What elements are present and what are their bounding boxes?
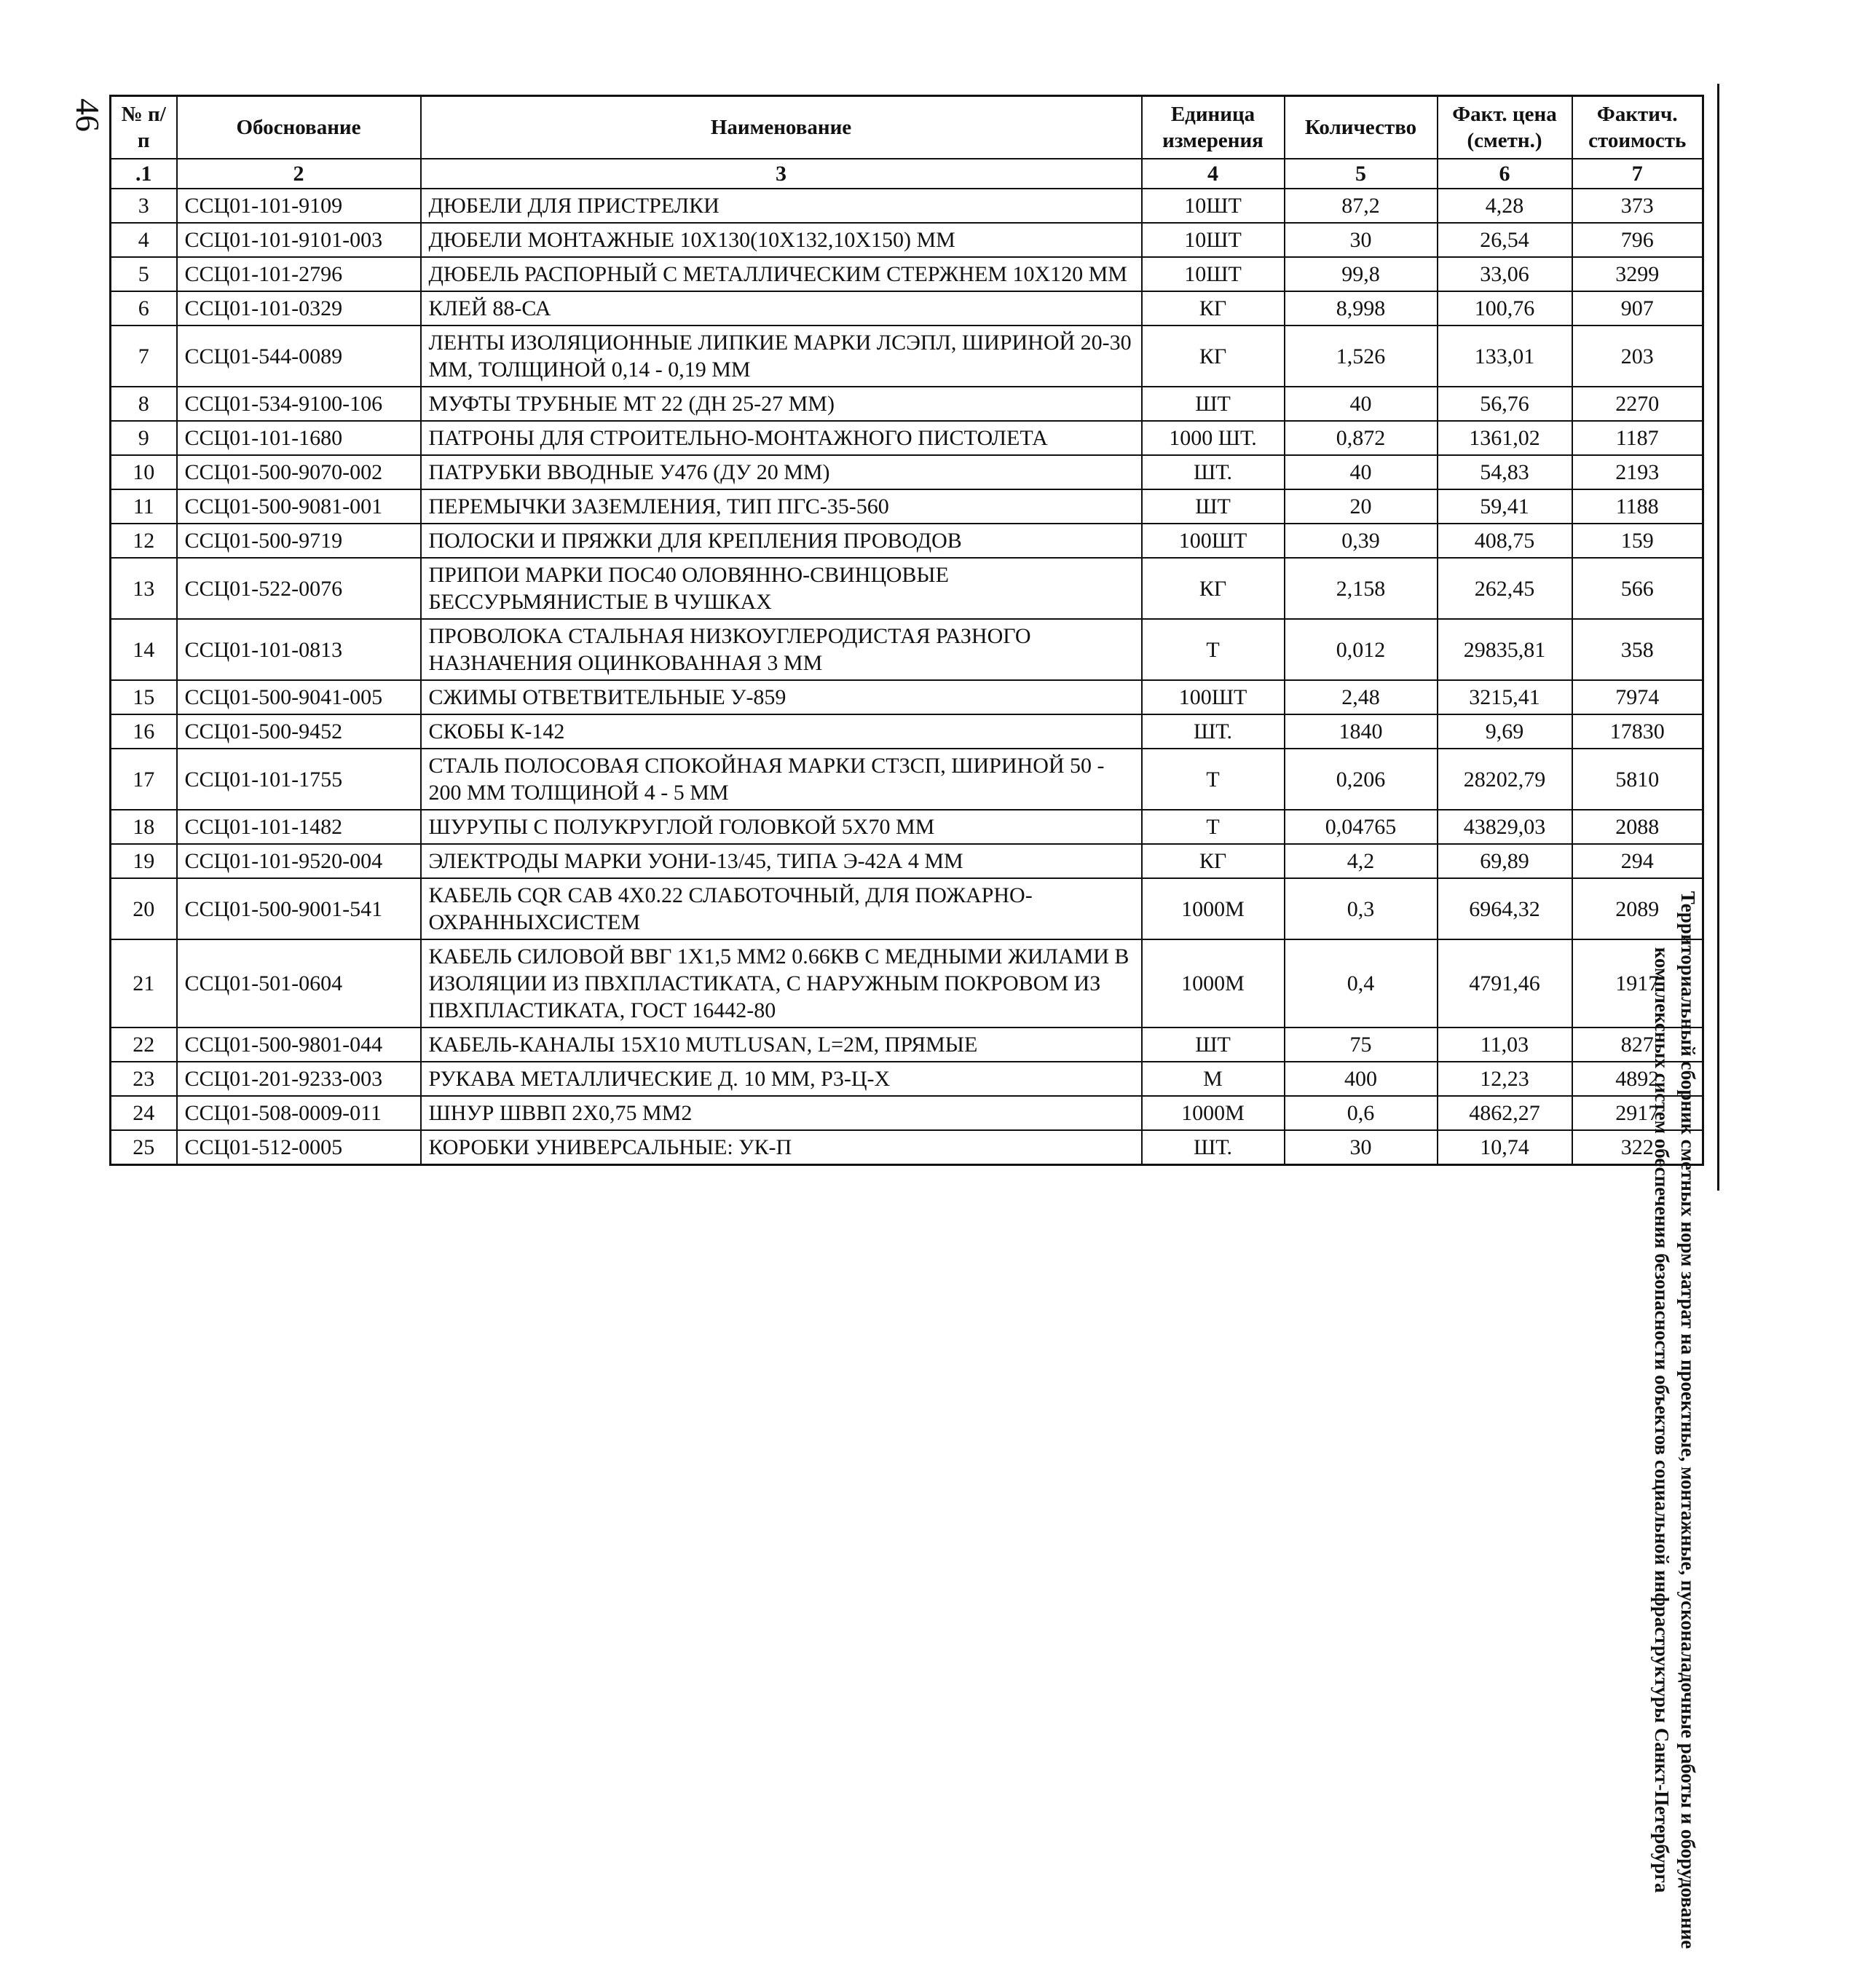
row-qty: 75: [1285, 1027, 1438, 1062]
row-price: 133,01: [1438, 326, 1572, 387]
row-unit: Т: [1142, 810, 1285, 844]
row-name: ПРОВОЛОКА СТАЛЬНАЯ НИЗКОУГЛЕРОДИСТАЯ РАЗНОГО НАЗНАЧЕНИЯ ОЦИНКОВАННАЯ 3 ММ: [421, 619, 1142, 680]
row-name: ДЮБЕЛИ ДЛЯ ПРИСТРЕЛКИ: [421, 189, 1142, 223]
row-number: 14: [111, 619, 177, 680]
row-price: 54,83: [1438, 455, 1572, 489]
row-cost: 2088: [1572, 810, 1703, 844]
row-number: 18: [111, 810, 177, 844]
table-row: [111, 1062, 1703, 1096]
row-number: 7: [111, 326, 177, 387]
header-basis: Обоснование: [177, 96, 421, 159]
col-number: 3: [421, 159, 1142, 189]
row-name: СКОБЫ К-142: [421, 714, 1142, 749]
row-cost: 5810: [1572, 749, 1703, 810]
header-name: Наименование: [421, 96, 1142, 159]
row-number: 11: [111, 489, 177, 524]
row-qty: 400: [1285, 1062, 1438, 1096]
row-unit: ШТ.: [1142, 455, 1285, 489]
header-num: № п/п: [111, 96, 177, 159]
table-row: [111, 524, 1703, 558]
row-unit: 1000М: [1142, 878, 1285, 939]
row-name: ПАТРОНЫ ДЛЯ СТРОИТЕЛЬНО-МОНТАЖНОГО ПИСТОЛЕТА: [421, 421, 1142, 455]
row-number: 8: [111, 387, 177, 421]
col-number: 4: [1142, 159, 1285, 189]
row-number: 13: [111, 558, 177, 619]
table-row: [111, 257, 1703, 291]
row-unit: М: [1142, 1062, 1285, 1096]
row-cost: 322: [1572, 1130, 1703, 1165]
header-qty: Количество: [1285, 96, 1438, 159]
row-unit: 100ШТ: [1142, 680, 1285, 714]
row-price: 56,76: [1438, 387, 1572, 421]
row-name: КЛЕЙ 88-СА: [421, 291, 1142, 326]
row-unit: 10ШТ: [1142, 257, 1285, 291]
row-number: 17: [111, 749, 177, 810]
row-qty: 0,39: [1285, 524, 1438, 558]
row-number: 4: [111, 223, 177, 257]
col-number: 7: [1572, 159, 1703, 189]
row-unit: ШТ: [1142, 1027, 1285, 1062]
table-row: [111, 223, 1703, 257]
row-unit: ШТ.: [1142, 1130, 1285, 1165]
row-name: СЖИМЫ ОТВЕТВИТЕЛЬНЫЕ У-859: [421, 680, 1142, 714]
row-cost: 907: [1572, 291, 1703, 326]
row-cost: 2270: [1572, 387, 1703, 421]
row-basis: ССЦ01-101-1482: [177, 810, 421, 844]
row-price: 43829,03: [1438, 810, 1572, 844]
row-qty: 1,526: [1285, 326, 1438, 387]
row-cost: 566: [1572, 558, 1703, 619]
table-row: [111, 1130, 1703, 1165]
row-unit: КГ: [1142, 558, 1285, 619]
row-qty: 99,8: [1285, 257, 1438, 291]
row-name: ДЮБЕЛЬ РАСПОРНЫЙ С МЕТАЛЛИЧЕСКИМ СТЕРЖНЕМ 10Х120 ММ: [421, 257, 1142, 291]
row-qty: 2,48: [1285, 680, 1438, 714]
row-price: 408,75: [1438, 524, 1572, 558]
row-price: 26,54: [1438, 223, 1572, 257]
row-number: 10: [111, 455, 177, 489]
row-price: 262,45: [1438, 558, 1572, 619]
row-qty: 30: [1285, 223, 1438, 257]
col-number: 2: [177, 159, 421, 189]
row-price: 9,69: [1438, 714, 1572, 749]
row-cost: 203: [1572, 326, 1703, 387]
row-price: 29835,81: [1438, 619, 1572, 680]
row-unit: КГ: [1142, 291, 1285, 326]
row-name: КАБЕЛЬ-КАНАЛЫ 15Х10 MUTLUSAN, L=2M, ПРЯМЫЕ: [421, 1027, 1142, 1062]
row-basis: ССЦ01-500-9070-002: [177, 455, 421, 489]
row-qty: 0,206: [1285, 749, 1438, 810]
row-basis: ССЦ01-534-9100-106: [177, 387, 421, 421]
row-cost: 1187: [1572, 421, 1703, 455]
row-basis: ССЦ01-101-9109: [177, 189, 421, 223]
table-header-row: [111, 96, 1703, 159]
row-qty: 0,04765: [1285, 810, 1438, 844]
row-qty: 0,012: [1285, 619, 1438, 680]
row-qty: 1840: [1285, 714, 1438, 749]
row-cost: 1188: [1572, 489, 1703, 524]
table-row: [111, 326, 1703, 387]
row-cost: 827: [1572, 1027, 1703, 1062]
row-name: КОРОБКИ УНИВЕРСАЛЬНЫЕ: УК-П: [421, 1130, 1142, 1165]
row-qty: 8,998: [1285, 291, 1438, 326]
row-basis: ССЦ01-500-9452: [177, 714, 421, 749]
row-number: 23: [111, 1062, 177, 1096]
row-basis: ССЦ01-101-1680: [177, 421, 421, 455]
row-unit: Т: [1142, 619, 1285, 680]
row-price: 100,76: [1438, 291, 1572, 326]
row-qty: 4,2: [1285, 844, 1438, 878]
row-name: ПАТРУБКИ ВВОДНЫЕ У476 (ДУ 20 ММ): [421, 455, 1142, 489]
row-number: 5: [111, 257, 177, 291]
col-number: .1: [111, 159, 177, 189]
row-basis: ССЦ01-500-9801-044: [177, 1027, 421, 1062]
row-qty: 30: [1285, 1130, 1438, 1165]
row-price: 6964,32: [1438, 878, 1572, 939]
table-row: [111, 489, 1703, 524]
row-unit: 100ШТ: [1142, 524, 1285, 558]
row-number: 25: [111, 1130, 177, 1165]
row-qty: 0,3: [1285, 878, 1438, 939]
header-rule: [1717, 84, 1719, 1191]
row-price: 11,03: [1438, 1027, 1572, 1062]
row-name: ЛЕНТЫ ИЗОЛЯЦИОННЫЕ ЛИПКИЕ МАРКИ ЛСЭПЛ, ШИРИНОЙ 20-30 ММ, ТОЛЩИНОЙ 0,14 - 0,19 ММ: [421, 326, 1142, 387]
row-cost: 2089: [1572, 878, 1703, 939]
row-price: 59,41: [1438, 489, 1572, 524]
row-name: КАБЕЛЬ CQR CAB 4X0.22 СЛАБОТОЧНЫЙ, ДЛЯ ПОЖАРНО-ОХРАННЫХСИСТЕМ: [421, 878, 1142, 939]
row-cost: 17830: [1572, 714, 1703, 749]
row-name: ДЮБЕЛИ МОНТАЖНЫЕ 10Х130(10Х132,10Х150) ММ: [421, 223, 1142, 257]
page-number: 46: [69, 98, 106, 132]
row-qty: 87,2: [1285, 189, 1438, 223]
row-basis: ССЦ01-500-9001-541: [177, 878, 421, 939]
row-unit: 10ШТ: [1142, 189, 1285, 223]
header-cost: Фактич. стоимость: [1572, 96, 1703, 159]
row-cost: 294: [1572, 844, 1703, 878]
table-row: [111, 619, 1703, 680]
row-qty: 20: [1285, 489, 1438, 524]
row-price: 69,89: [1438, 844, 1572, 878]
row-basis: ССЦ01-500-9041-005: [177, 680, 421, 714]
row-number: 3: [111, 189, 177, 223]
table-row: [111, 749, 1703, 810]
row-price: 33,06: [1438, 257, 1572, 291]
row-cost: 4892: [1572, 1062, 1703, 1096]
table-row: [111, 455, 1703, 489]
row-name: РУКАВА МЕТАЛЛИЧЕСКИЕ Д. 10 ММ, Р3-Ц-Х: [421, 1062, 1142, 1096]
row-cost: 159: [1572, 524, 1703, 558]
row-unit: ШТ.: [1142, 714, 1285, 749]
header-unit: Единица измерения: [1142, 96, 1285, 159]
table-row: [111, 421, 1703, 455]
row-unit: 10ШТ: [1142, 223, 1285, 257]
row-qty: 0,872: [1285, 421, 1438, 455]
row-unit: ШТ: [1142, 489, 1285, 524]
row-qty: 0,4: [1285, 939, 1438, 1027]
table-row: [111, 189, 1703, 223]
row-name: ШНУР ШВВП 2Х0,75 ММ2: [421, 1096, 1142, 1130]
row-qty: 40: [1285, 455, 1438, 489]
table-row: [111, 714, 1703, 749]
row-name: ПРИПОИ МАРКИ ПОС40 ОЛОВЯННО-СВИНЦОВЫЕ БЕССУРЬМЯНИСТЫЕ В ЧУШКАХ: [421, 558, 1142, 619]
row-price: 12,23: [1438, 1062, 1572, 1096]
row-cost: 2917: [1572, 1096, 1703, 1130]
row-basis: ССЦ01-512-0005: [177, 1130, 421, 1165]
row-cost: 3299: [1572, 257, 1703, 291]
row-unit: 1000М: [1142, 939, 1285, 1027]
row-number: 16: [111, 714, 177, 749]
row-price: 10,74: [1438, 1130, 1572, 1165]
row-name: ПЕРЕМЫЧКИ ЗАЗЕМЛЕНИЯ, ТИП ПГС-35-560: [421, 489, 1142, 524]
row-qty: 40: [1285, 387, 1438, 421]
table-row: [111, 558, 1703, 619]
table-row: [111, 878, 1703, 939]
row-basis: ССЦ01-101-9101-003: [177, 223, 421, 257]
row-cost: 2193: [1572, 455, 1703, 489]
table-row: [111, 844, 1703, 878]
row-basis: ССЦ01-544-0089: [177, 326, 421, 387]
row-name: СТАЛЬ ПОЛОСОВАЯ СПОКОЙНАЯ МАРКИ СТ3СП, ШИРИНОЙ 50 - 200 ММ ТОЛЩИНОЙ 4 - 5 ММ: [421, 749, 1142, 810]
running-header-line-2: комплексных систем обеспечения безопасности объектов социальной инфраструктуры Санкт-Петербурга: [1651, 947, 1673, 1893]
table-row: [111, 680, 1703, 714]
table-row: [111, 387, 1703, 421]
col-number: 6: [1438, 159, 1572, 189]
header-price: Факт. цена (сметн.): [1438, 96, 1572, 159]
row-unit: 1000 ШТ.: [1142, 421, 1285, 455]
row-cost: 358: [1572, 619, 1703, 680]
row-number: 21: [111, 939, 177, 1027]
row-cost: 796: [1572, 223, 1703, 257]
row-price: 4,28: [1438, 189, 1572, 223]
table-row: [111, 1027, 1703, 1062]
row-qty: 0,6: [1285, 1096, 1438, 1130]
row-cost: 7974: [1572, 680, 1703, 714]
row-name: ШУРУПЫ С ПОЛУКРУГЛОЙ ГОЛОВКОЙ 5Х70 ММ: [421, 810, 1142, 844]
row-qty: 2,158: [1285, 558, 1438, 619]
row-basis: ССЦ01-101-2796: [177, 257, 421, 291]
row-name: КАБЕЛЬ СИЛОВОЙ ВВГ 1Х1,5 ММ2 0.66КВ С МЕДНЫМИ ЖИЛАМИ В ИЗОЛЯЦИИ ИЗ ПВХПЛАСТИКАТА, С НАРУЖНЫМ ПОКРОВОМ ИЗ ПВХПЛАСТИКАТА, ГОСТ 16442-80: [421, 939, 1142, 1027]
row-unit: Т: [1142, 749, 1285, 810]
row-name: ПОЛОСКИ И ПРЯЖКИ ДЛЯ КРЕПЛЕНИЯ ПРОВОДОВ: [421, 524, 1142, 558]
row-number: 12: [111, 524, 177, 558]
table-row: [111, 1096, 1703, 1130]
row-cost: 373: [1572, 189, 1703, 223]
col-number: 5: [1285, 159, 1438, 189]
row-unit: ШТ: [1142, 387, 1285, 421]
row-price: 4862,27: [1438, 1096, 1572, 1130]
row-name: МУФТЫ ТРУБНЫЕ МТ 22 (ДН 25-27 ММ): [421, 387, 1142, 421]
row-price: 1361,02: [1438, 421, 1572, 455]
row-number: 19: [111, 844, 177, 878]
row-basis: ССЦ01-101-1755: [177, 749, 421, 810]
table-row: [111, 291, 1703, 326]
row-basis: ССЦ01-500-9719: [177, 524, 421, 558]
row-basis: ССЦ01-101-9520-004: [177, 844, 421, 878]
row-basis: ССЦ01-201-9233-003: [177, 1062, 421, 1096]
row-name: ЭЛЕКТРОДЫ МАРКИ УОНИ-13/45, ТИПА Э-42А 4 ММ: [421, 844, 1142, 878]
row-price: 4791,46: [1438, 939, 1572, 1027]
row-number: 15: [111, 680, 177, 714]
row-basis: ССЦ01-522-0076: [177, 558, 421, 619]
table-row: [111, 810, 1703, 844]
row-number: 22: [111, 1027, 177, 1062]
row-number: 24: [111, 1096, 177, 1130]
row-cost: 1917: [1572, 939, 1703, 1027]
row-basis: ССЦ01-500-9081-001: [177, 489, 421, 524]
row-basis: ССЦ01-501-0604: [177, 939, 421, 1027]
row-number: 20: [111, 878, 177, 939]
table-row: [111, 939, 1703, 1027]
row-basis: ССЦ01-101-0813: [177, 619, 421, 680]
row-unit: КГ: [1142, 844, 1285, 878]
row-price: 28202,79: [1438, 749, 1572, 810]
running-header-line-1: Территориальный сборник сметных норм затрат на проектные, монтажные, пусконаладочные работы и оборудование: [1677, 891, 1699, 1949]
row-basis: ССЦ01-508-0009-011: [177, 1096, 421, 1130]
row-unit: 1000М: [1142, 1096, 1285, 1130]
row-unit: КГ: [1142, 326, 1285, 387]
materials-table: [109, 95, 1704, 1166]
row-basis: ССЦ01-101-0329: [177, 291, 421, 326]
column-number-row: [111, 159, 1703, 189]
row-price: 3215,41: [1438, 680, 1572, 714]
row-number: 9: [111, 421, 177, 455]
row-number: 6: [111, 291, 177, 326]
